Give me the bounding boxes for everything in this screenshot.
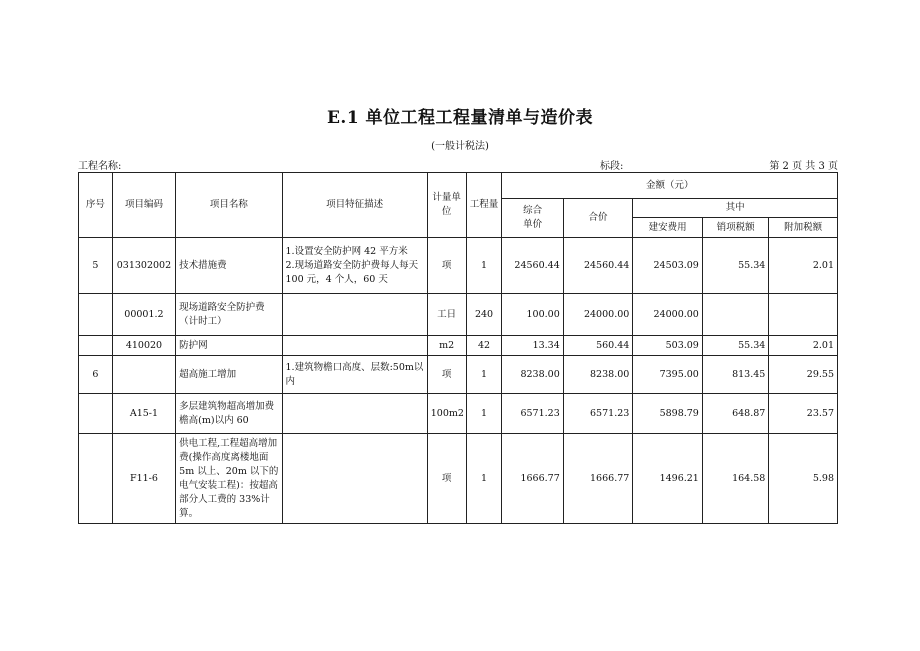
cell-code: F11-6 (112, 434, 175, 524)
table-row (79, 238, 838, 294)
unit-price-line-2: 单价 (523, 219, 543, 230)
cell-name: 防护网 (176, 336, 282, 356)
col-header-desc: 项目特征描述 (282, 173, 427, 238)
col-header-code: 项目编码 (112, 173, 175, 238)
page-title: E.1 单位工程工程量清单与造价表 (326, 108, 594, 128)
cell-qty: 1 (466, 434, 502, 524)
cell-sales-tax: 164.58 (702, 434, 768, 524)
col-header-surtax: 附加税额 (769, 218, 838, 238)
cell-code: 031302002 (112, 238, 175, 294)
cell-unit-price: 100.00 (502, 294, 563, 336)
col-header-amount: 金额（元） (502, 173, 838, 199)
table-row (79, 394, 838, 434)
cell-desc (282, 434, 427, 524)
table-row (79, 434, 838, 524)
cell-code: 00001.2 (112, 294, 175, 336)
cell-qty: 1 (466, 238, 502, 294)
col-header-seq: 序号 (79, 173, 113, 238)
cell-seq: 6 (79, 356, 113, 394)
cell-unit-price: 1666.77 (502, 434, 563, 524)
cell-unit-price: 24560.44 (502, 238, 563, 294)
cell-unit-price: 8238.00 (502, 356, 563, 394)
cell-desc: 1.设置安全防护网 42 平方米 2.现场道路安全防护费每人每天100 元，4 个人，60 天 (282, 238, 427, 294)
cell-seq (79, 394, 113, 434)
cell-code: 410020 (112, 336, 175, 356)
cell-qty: 240 (466, 294, 502, 336)
cell-surtax: 29.55 (769, 356, 838, 394)
cell-surtax: 2.01 (769, 238, 838, 294)
table-row (79, 294, 838, 336)
cell-code: A15-1 (112, 394, 175, 434)
col-header-unit-price (502, 199, 563, 238)
cell-construction: 503.09 (633, 336, 703, 356)
cell-name: 多层建筑物超高增加费檐高(m)以内 60 (176, 394, 282, 434)
cell-desc (282, 394, 427, 434)
cell-qty: 42 (466, 336, 502, 356)
project-name-label: 工程名称: (78, 161, 122, 172)
cell-construction: 24503.09 (633, 238, 703, 294)
cell-unit: 100m2 (427, 394, 466, 434)
cell-construction: 24000.00 (633, 294, 703, 336)
col-header-sales-tax: 销项税额 (702, 218, 768, 238)
cell-surtax (769, 294, 838, 336)
cell-total: 6571.23 (563, 394, 633, 434)
cell-unit: 项 (427, 356, 466, 394)
cell-sales-tax: 55.34 (702, 336, 768, 356)
col-header-total: 合价 (563, 199, 633, 238)
col-header-of-which: 其中 (633, 199, 838, 218)
col-header-qty: 工程量 (466, 173, 502, 238)
cell-construction: 7395.00 (633, 356, 703, 394)
cell-code (112, 356, 175, 394)
table-row (79, 356, 838, 394)
cell-construction: 1496.21 (633, 434, 703, 524)
cell-seq (79, 434, 113, 524)
cell-name: 现场道路安全防护费（计时工） (176, 294, 282, 336)
cell-total: 1666.77 (563, 434, 633, 524)
col-header-construction: 建安费用 (633, 218, 703, 238)
cell-name: 超高施工增加 (176, 356, 282, 394)
col-header-name: 项目名称 (176, 173, 282, 238)
cell-qty: 1 (466, 394, 502, 434)
section-label: 标段: (600, 161, 624, 172)
cell-total: 8238.00 (563, 356, 633, 394)
cell-seq (79, 294, 113, 336)
cell-qty: 1 (466, 356, 502, 394)
unit-price-line-1: 综合 (523, 205, 543, 216)
cell-name: 技术措施费 (176, 238, 282, 294)
cell-sales-tax (702, 294, 768, 336)
cell-unit: 工日 (427, 294, 466, 336)
cell-sales-tax: 648.87 (702, 394, 768, 434)
cell-total: 24560.44 (563, 238, 633, 294)
page-subtitle: (一般计税法) (431, 141, 489, 152)
cell-surtax: 2.01 (769, 336, 838, 356)
cell-unit: 项 (427, 434, 466, 524)
cell-name: 供电工程,工程超高增加费(操作高度离楼地面5m 以上、20m 以下的电气安装工程)：按超高部分人工费的 33%计算。 (176, 434, 282, 524)
cell-construction: 5898.79 (633, 394, 703, 434)
cell-seq: 5 (79, 238, 113, 294)
cell-unit: 项 (427, 238, 466, 294)
cell-desc: 1.建筑物檐口高度、层数:50m以内 (282, 356, 427, 394)
cell-total: 24000.00 (563, 294, 633, 336)
cell-sales-tax: 813.45 (702, 356, 768, 394)
cell-total: 560.44 (563, 336, 633, 356)
cell-unit: m2 (427, 336, 466, 356)
cell-desc (282, 336, 427, 356)
cell-desc (282, 294, 427, 336)
page-info: 第 2 页 共 3 页 (769, 161, 838, 172)
cell-surtax: 23.57 (769, 394, 838, 434)
bill-of-quantities-table (78, 172, 838, 524)
table-row (79, 336, 838, 356)
cell-sales-tax: 55.34 (702, 238, 768, 294)
cell-unit-price: 13.34 (502, 336, 563, 356)
cell-seq (79, 336, 113, 356)
col-header-unit: 计量单位 (427, 173, 466, 238)
cell-surtax: 5.98 (769, 434, 838, 524)
cell-unit-price: 6571.23 (502, 394, 563, 434)
